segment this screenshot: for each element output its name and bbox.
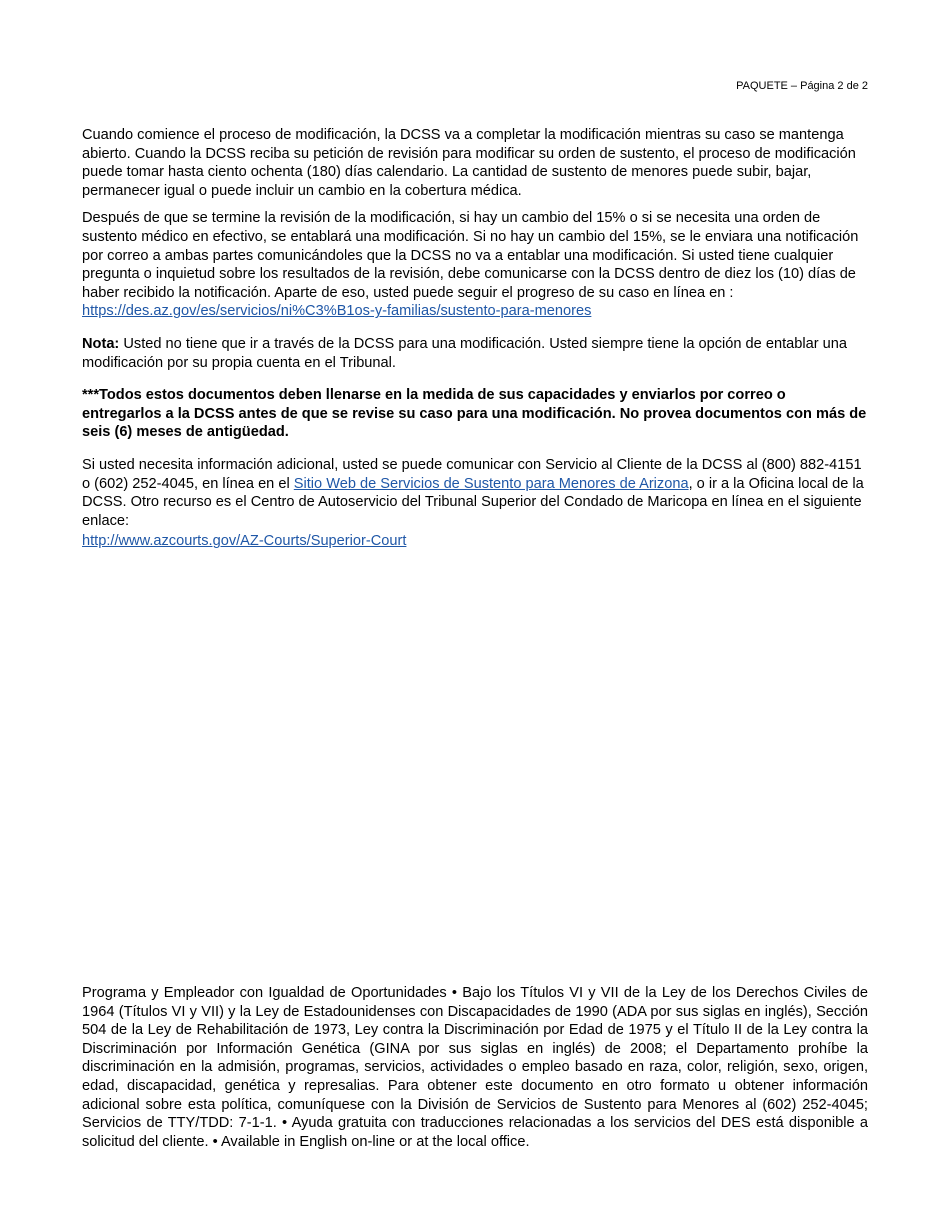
paragraph-court-link — [82, 532, 869, 551]
page-number-header: PAQUETE – Página 2 de 2 — [736, 80, 868, 92]
paragraph-note — [82, 335, 869, 372]
superior-court-link[interactable]: http://www.azcourts.gov/AZ-Courts/Superior-Court — [82, 533, 407, 550]
arizona-child-support-website-link[interactable]: Sitio Web de Servicios de Sustento para Menores de Arizona — [293, 475, 689, 492]
dcss-case-progress-link[interactable]: https://des.az.gov/es/servicios/ni%C3%B1os-y-familias/sustento-para-menores — [82, 303, 592, 320]
additional-info-text-after: , o ir a la Oficina local de la DCSS. Otro recurso es el Centro de Autoservicio del Tribunal Superior del Condado de Maricopa en línea en el siguiente enlace: — [82, 475, 864, 529]
note-text: Usted no tiene que ir a través de la DCSS para una modificación. Usted siempre tiene la opción de entablar una modificación por su propia cuenta en el Tribunal. — [82, 335, 847, 371]
paragraph-additional-info — [82, 456, 869, 530]
equal-opportunity-footer: Programa y Empleador con Igualdad de Oportunidades • Bajo los Títulos VI y VII de la Ley de los Derechos Civiles de 1964 (Títulos VI y VII) y la Ley de Estadounidenses con Discapacidades de 1990 (ADA por sus siglas en inglés), Sección 504 de la Ley de Rehabilitación de 1973, Ley contra la Discriminación por Edad de 1975 y el Título II de la Ley contra la Discriminación por Información Genética (GINA por sus siglas en inglés) de 2008; el Departamento prohíbe la discriminación en la admisión, programas, servicios, actividades o empleo basado en raza, color, religión, sexo, origen, edad, discapacidad, genética y represalias. Para obtener este documento en otro formato u obtener información adicional sobre esta política, comuníquese con la División de Servicios de Sustento para Menores al (602) 252-4045; Servicios de TTY/TDD: 7-1-1. • Ayuda gratuita con traducciones relacionadas a los servicios del DES está disponible a solicitud del cliente. • Available in English on-line or at the local office. — [82, 985, 868, 1150]
note-label: Nota: — [82, 335, 120, 352]
paragraph-review-results — [82, 209, 869, 321]
additional-info-text-before: Si usted necesita información adicional, usted se puede comunicar con Servicio al Cliente de la DCSS al (800) 882-4151 o (602) 252-4045, en línea en el — [82, 456, 862, 492]
paragraph-modification-process: Cuando comience el proceso de modificación, la DCSS va a completar la modificación mientras su caso se mantenga abierto. Cuando la DCSS reciba su petición de revisión para modificar su orden de sustento, el proceso de modificación puede tomar hasta ciento ochenta (180) días calendario. La cantidad de sustento de menores puede subir, bajar, permanecer igual o puede incluir un cambio en la cobertura médica. — [82, 127, 856, 199]
document-body — [82, 126, 869, 551]
paragraph-review-results-text: Después de que se termine la revisión de la modificación, si hay un cambio del 15% o si se necesita una orden de sustento médico en efectivo, se entablará una modificación. Si no hay un cambio del 15%, se le enviara una notificación por correo a ambas partes comunicándoles que la DCSS no va a entablar una modificación. Si usted tiene cualquier pregunta o inquietud sobre los resultados de la revisión, debe comunicarse con la DCSS dentro de diez los (10) días de haber recibido la notificación. Aparte de eso, usted puede seguir el progreso de su caso en línea en : — [82, 210, 859, 301]
paragraph-documents-warning: ***Todos estos documentos deben llenarse en la medida de sus capacidades y enviarlos por correo o entregarlos a la DCSS antes de que se revise su caso para una modificación. No provea documentos con más de seis (6) meses de antigüedad. — [82, 387, 867, 441]
